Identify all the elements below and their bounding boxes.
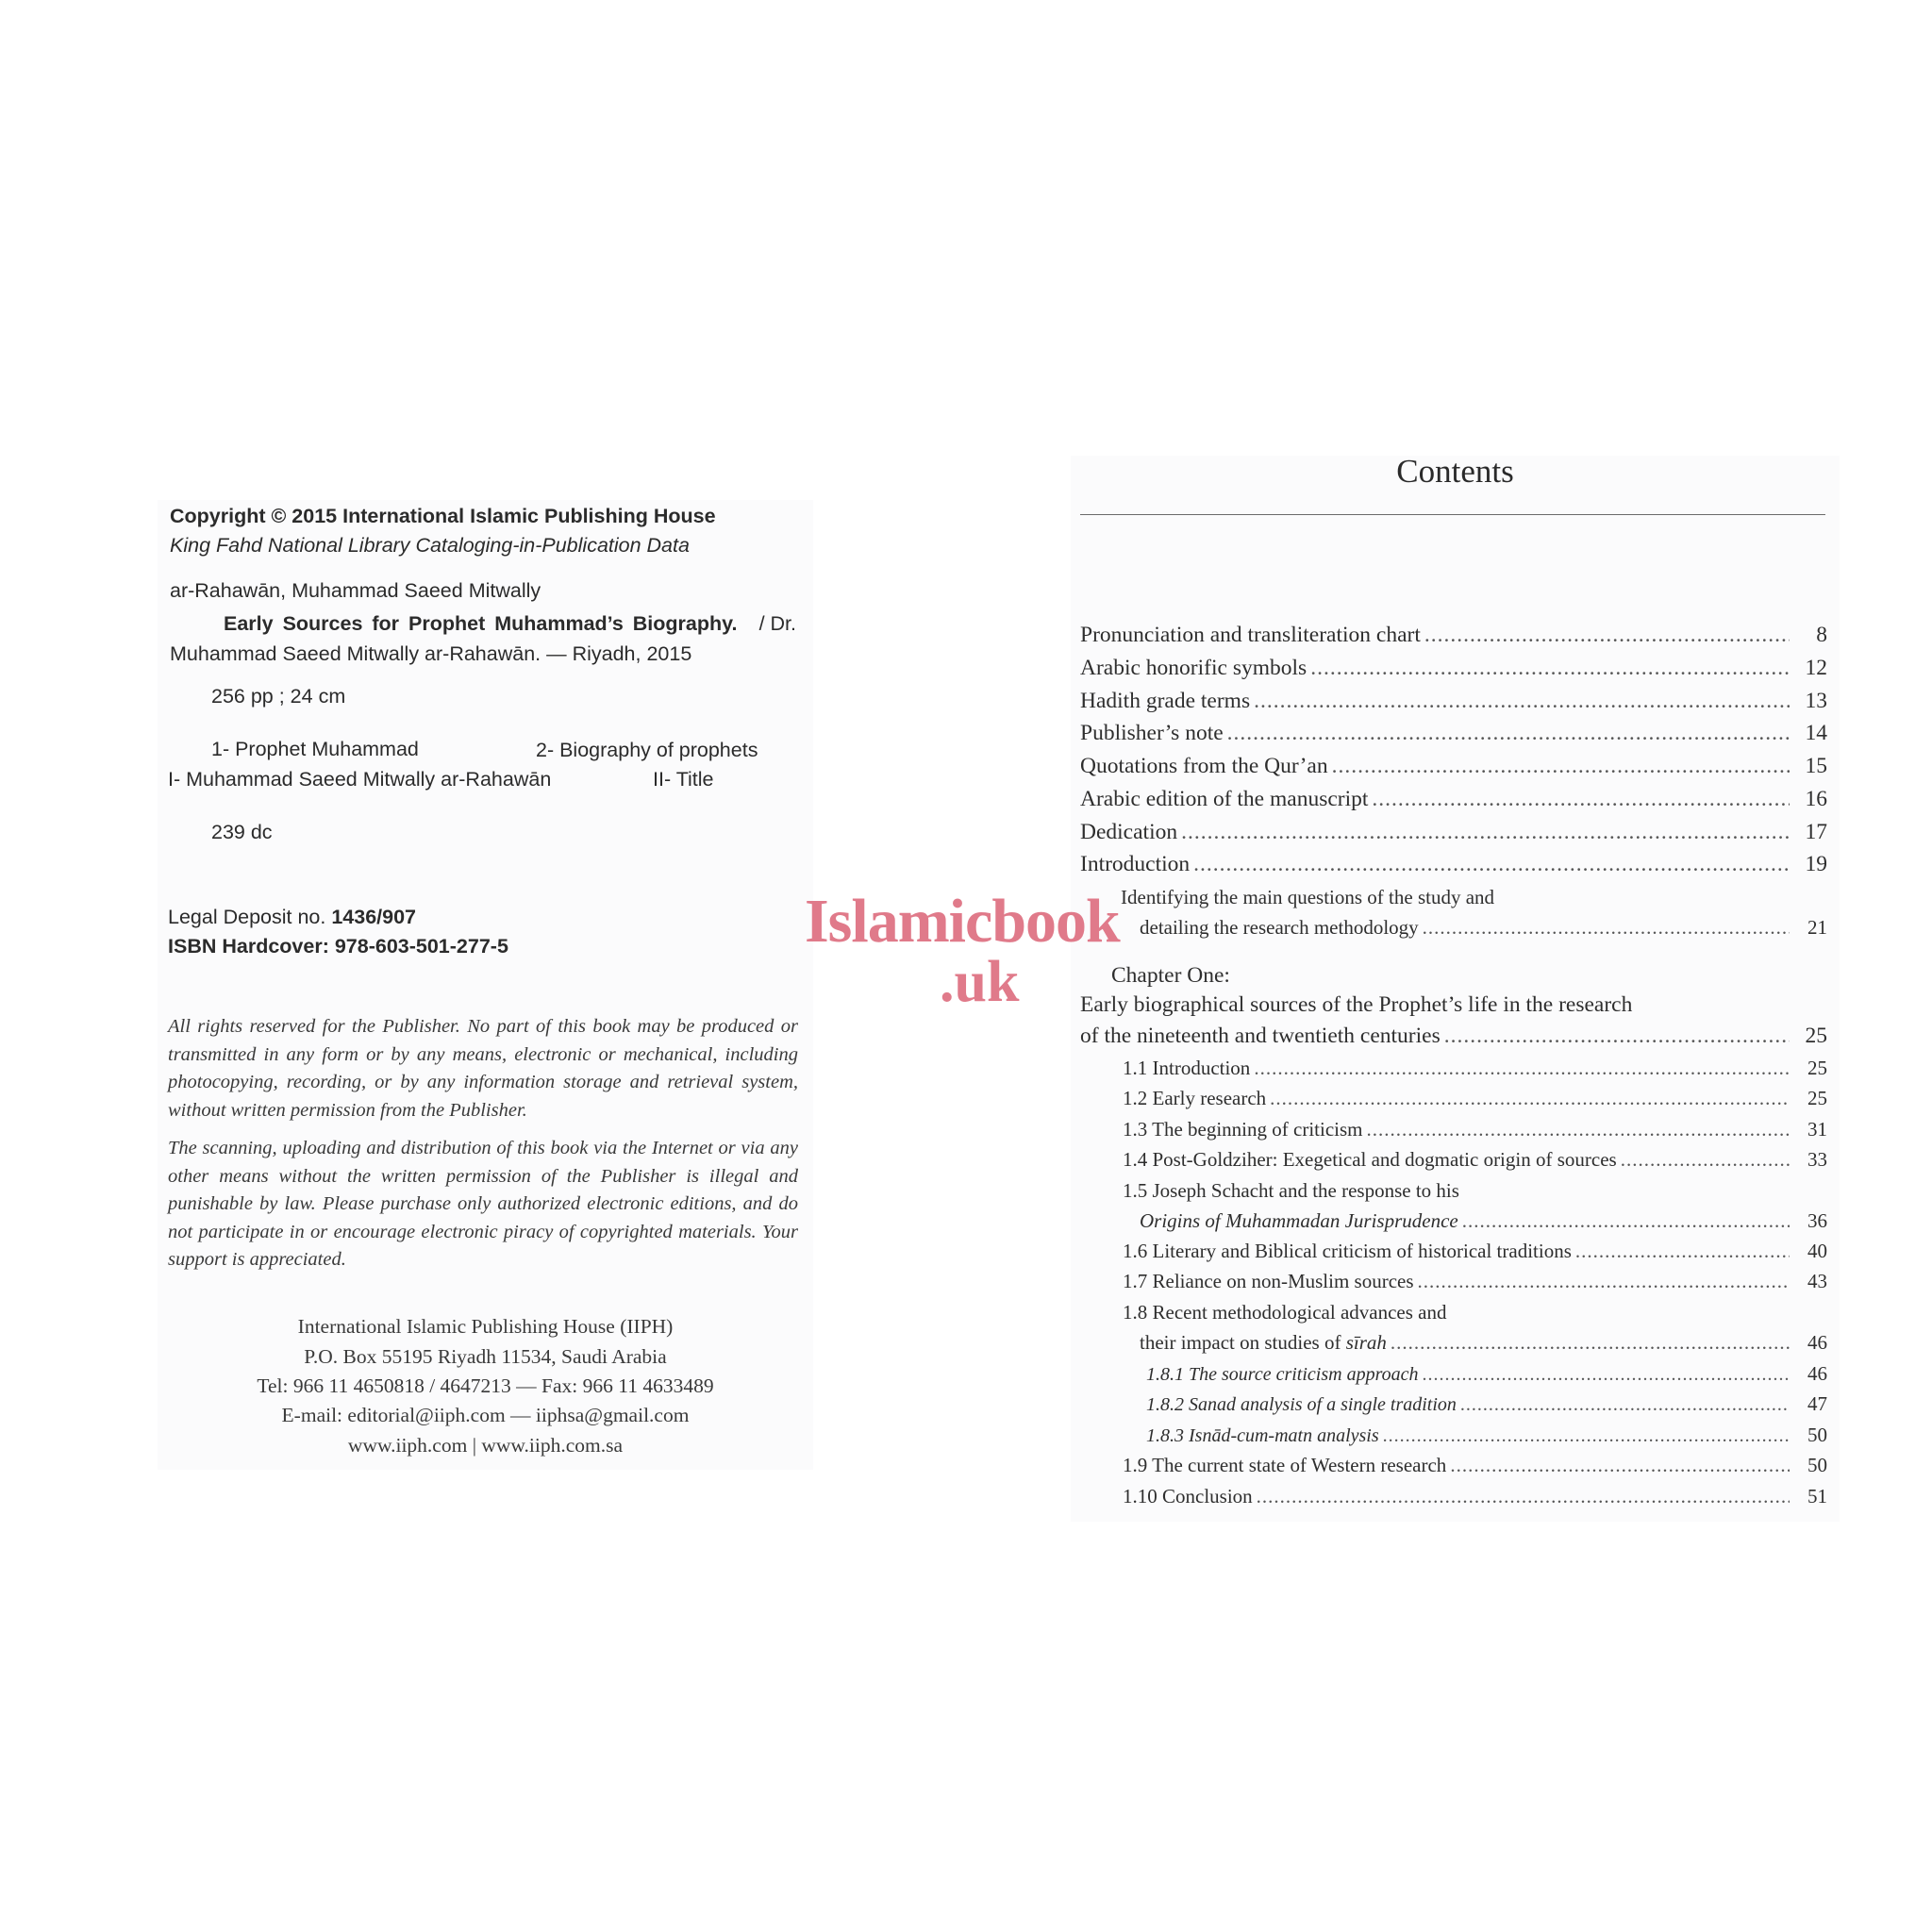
book-title: Early Sources for Prophet Muhammad’s Biography. [224,612,738,635]
title-rest: / Dr. [758,612,796,635]
legal-deposit-label: Legal Deposit no. [168,906,326,928]
toc-leader [1460,1395,1790,1414]
toc-page: 33 [1807,1148,1827,1171]
toc-page: 50 [1807,1424,1827,1446]
toc-leader [1450,1456,1790,1475]
chapter-title-line1: Early biographical sources of the Prophet’s life in the research [1080,992,1633,1017]
toc-page: 14 [1805,721,1827,745]
toc-page: 50 [1807,1454,1827,1476]
toc-label-line1: Identifying the main questions of the study and [1121,886,1495,908]
toc-entry[interactable] [1123,1150,1827,1170]
toc-label-italic: sīrah [1345,1331,1387,1354]
subject-2: 2- Biography of prophets [536,739,758,761]
toc-entry[interactable] [1080,723,1827,745]
toc-label-text: their impact on studies of [1140,1331,1346,1354]
catalog-line: King Fahd National Library Cataloging-in-Publication Data [170,534,690,557]
toc-leader [1270,1089,1790,1108]
author-line-2: Muhammad Saeed Mitwally ar-Rahawān. — Riyadh, 2015 [170,642,692,665]
toc-entry[interactable] [1146,1364,1827,1384]
toc-label-line1: 1.5 Joseph Schacht and the response to his [1123,1179,1459,1202]
toc-entry[interactable] [1123,1241,1827,1261]
toc-entry[interactable] [1123,1487,1827,1507]
toc-label: 1.9 The current state of Western research [1123,1454,1447,1476]
toc-entry[interactable] [1080,658,1827,680]
toc-leader [1372,789,1790,811]
toc-entry[interactable] [1146,1394,1827,1414]
toc-page: 12 [1805,656,1827,680]
toc-leader [1621,1150,1790,1170]
toc-entry[interactable] [1123,1272,1827,1291]
piracy-paragraph: The scanning, uploading and distribution of this book via the Internet or via any other means without the written permission of the Publisher is illegal and punishable by law. Please purchase only authorized electronic editions, and do not participate in or encourage electronic piracy of copyrighted materials. Your support is appreciated. [168,1138,798,1270]
toc-label: Hadith grade terms [1080,689,1251,713]
book-title-line [224,614,796,635]
toc-label: Pronunciation and transliteration chart [1080,623,1421,647]
toc-entry[interactable] [1123,1089,1827,1108]
toc-entry[interactable] [1123,1120,1827,1140]
toc-entry[interactable] [1080,691,1827,713]
toc-page: 43 [1807,1270,1827,1292]
publisher-phone: Tel: 966 11 4650818 / 4647213 — Fax: 966 11 4633489 [257,1374,714,1397]
publisher-website: www.iiph.com | www.iiph.com.sa [347,1434,624,1457]
contents-page [1071,453,1840,1522]
legal-deposit-value: 1436/907 [331,906,417,928]
toc-leader [1424,625,1790,647]
toc-page: 46 [1807,1362,1827,1385]
subject-4: II- Title [653,768,714,791]
toc-label [1140,1333,1387,1353]
toc-entry[interactable] [1140,1211,1827,1231]
toc-page: 8 [1816,623,1827,647]
toc-leader [1423,1365,1790,1384]
toc-page: 15 [1805,754,1827,778]
toc-entry[interactable] [1140,1333,1827,1353]
title-divider [1080,514,1825,515]
toc-page: 16 [1805,787,1827,811]
toc-leader [1193,854,1790,876]
toc-leader [1418,1272,1790,1291]
author-line: ar-Rahawān, Muhammad Saeed Mitwally [170,579,541,602]
toc-page: 25 [1805,1024,1827,1048]
toc-page: 47 [1807,1392,1827,1415]
page-count: 256 pp ; 24 cm [211,685,346,708]
copyright-line: Copyright © 2015 International Islamic Publishing House [170,505,716,527]
toc-entry[interactable] [1080,625,1827,647]
toc-label: of the nineteenth and twentieth centuries [1080,1024,1441,1048]
toc-page: 36 [1807,1209,1827,1232]
toc-page: 25 [1807,1057,1827,1079]
toc-label: Origins of Muhammadan Jurisprudence [1140,1209,1458,1232]
toc-page: 51 [1807,1485,1827,1507]
toc-label: 1.7 Reliance on non-Muslim sources [1123,1270,1414,1292]
toc-label: Quotations from the Qur’an [1080,754,1328,778]
toc-label: 1.8.3 Isnād-cum-matn analysis [1146,1425,1379,1446]
toc-leader [1366,1120,1790,1140]
subject-3: I- Muhammad Saeed Mitwally ar-Rahawān [168,768,552,791]
subject-1: 1- Prophet Muhammad [211,738,419,760]
toc-leader [1423,918,1790,938]
toc-label: Publisher’s note [1080,721,1224,745]
toc-leader [1227,723,1790,745]
dewey-number: 239 dc [211,821,273,843]
toc-leader [1254,1058,1790,1078]
toc-entry[interactable] [1146,1425,1827,1445]
toc-leader [1181,822,1790,844]
rights-paragraph: All rights reserved for the Publisher. No part of this book may be produced or transmitted in any form or by any means, electronic or mechanical, including photocopying, recording, or by any information storage and retrieval system, without written permission from the Publisher. [168,1016,798,1121]
toc-entry[interactable] [1123,1456,1827,1475]
toc-label: 1.8.1 The source criticism approach [1146,1364,1419,1385]
toc-label: 1.3 The beginning of criticism [1123,1118,1363,1141]
toc-entry[interactable] [1123,1058,1827,1078]
toc-label: 1.8.2 Sanad analysis of a single tradition [1146,1394,1457,1415]
contents-title: Contents [1396,453,1514,490]
toc-page: 31 [1807,1118,1827,1141]
toc-entry[interactable] [1080,822,1827,844]
toc-page: 25 [1807,1087,1827,1109]
toc-label: detailing the research methodology [1140,916,1419,939]
toc-entry[interactable] [1140,918,1827,938]
toc-entry[interactable] [1080,756,1827,778]
toc-entry[interactable] [1080,854,1827,876]
toc-label: 1.2 Early research [1123,1087,1267,1109]
isbn: ISBN Hardcover: 978-603-501-277-5 [168,935,508,958]
publisher-name: International Islamic Publishing House (IIPH) [297,1315,674,1338]
toc-label: 1.1 Introduction [1123,1057,1251,1079]
toc-leader [1391,1333,1790,1353]
toc-label-line1: 1.8 Recent methodological advances and [1123,1301,1447,1324]
toc-page: 13 [1805,689,1827,713]
toc-page: 21 [1807,916,1827,939]
toc-label: 1.10 Conclusion [1123,1485,1253,1507]
toc-leader [1332,756,1790,778]
toc-page: 40 [1807,1240,1827,1262]
toc-entry[interactable] [1080,1025,1827,1048]
toc-page: 17 [1805,820,1827,844]
toc-leader [1575,1241,1790,1261]
toc-page: 46 [1807,1331,1827,1354]
toc-leader [1383,1426,1790,1445]
watermark-line2: .uk [940,950,1020,1014]
toc-label: Introduction [1080,852,1191,876]
toc-leader [1254,691,1790,713]
watermark-line1: Islamicbook [805,887,1120,956]
toc-leader [1444,1025,1790,1048]
toc-label: Arabic edition of the manuscript [1080,787,1369,811]
publisher-email: E-mail: editorial@iiph.com — iiphsa@gmail.com [281,1404,690,1426]
toc-label: Dedication [1080,820,1178,844]
chapter-heading: Chapter One: [1111,963,1230,988]
publisher-address: P.O. Box 55195 Riyadh 11534, Saudi Arabia [304,1345,667,1368]
legal-deposit [168,908,416,928]
toc-label: 1.4 Post-Goldziher: Exegetical and dogmatic origin of sources [1123,1148,1617,1171]
toc-label: Arabic honorific symbols [1080,656,1307,680]
toc-leader [1462,1211,1790,1231]
toc-page: 19 [1805,852,1827,876]
toc-label: 1.6 Literary and Biblical criticism of historical traditions [1123,1240,1572,1262]
toc-entry[interactable] [1080,789,1827,811]
toc-leader [1310,658,1790,680]
toc-leader [1257,1487,1790,1507]
